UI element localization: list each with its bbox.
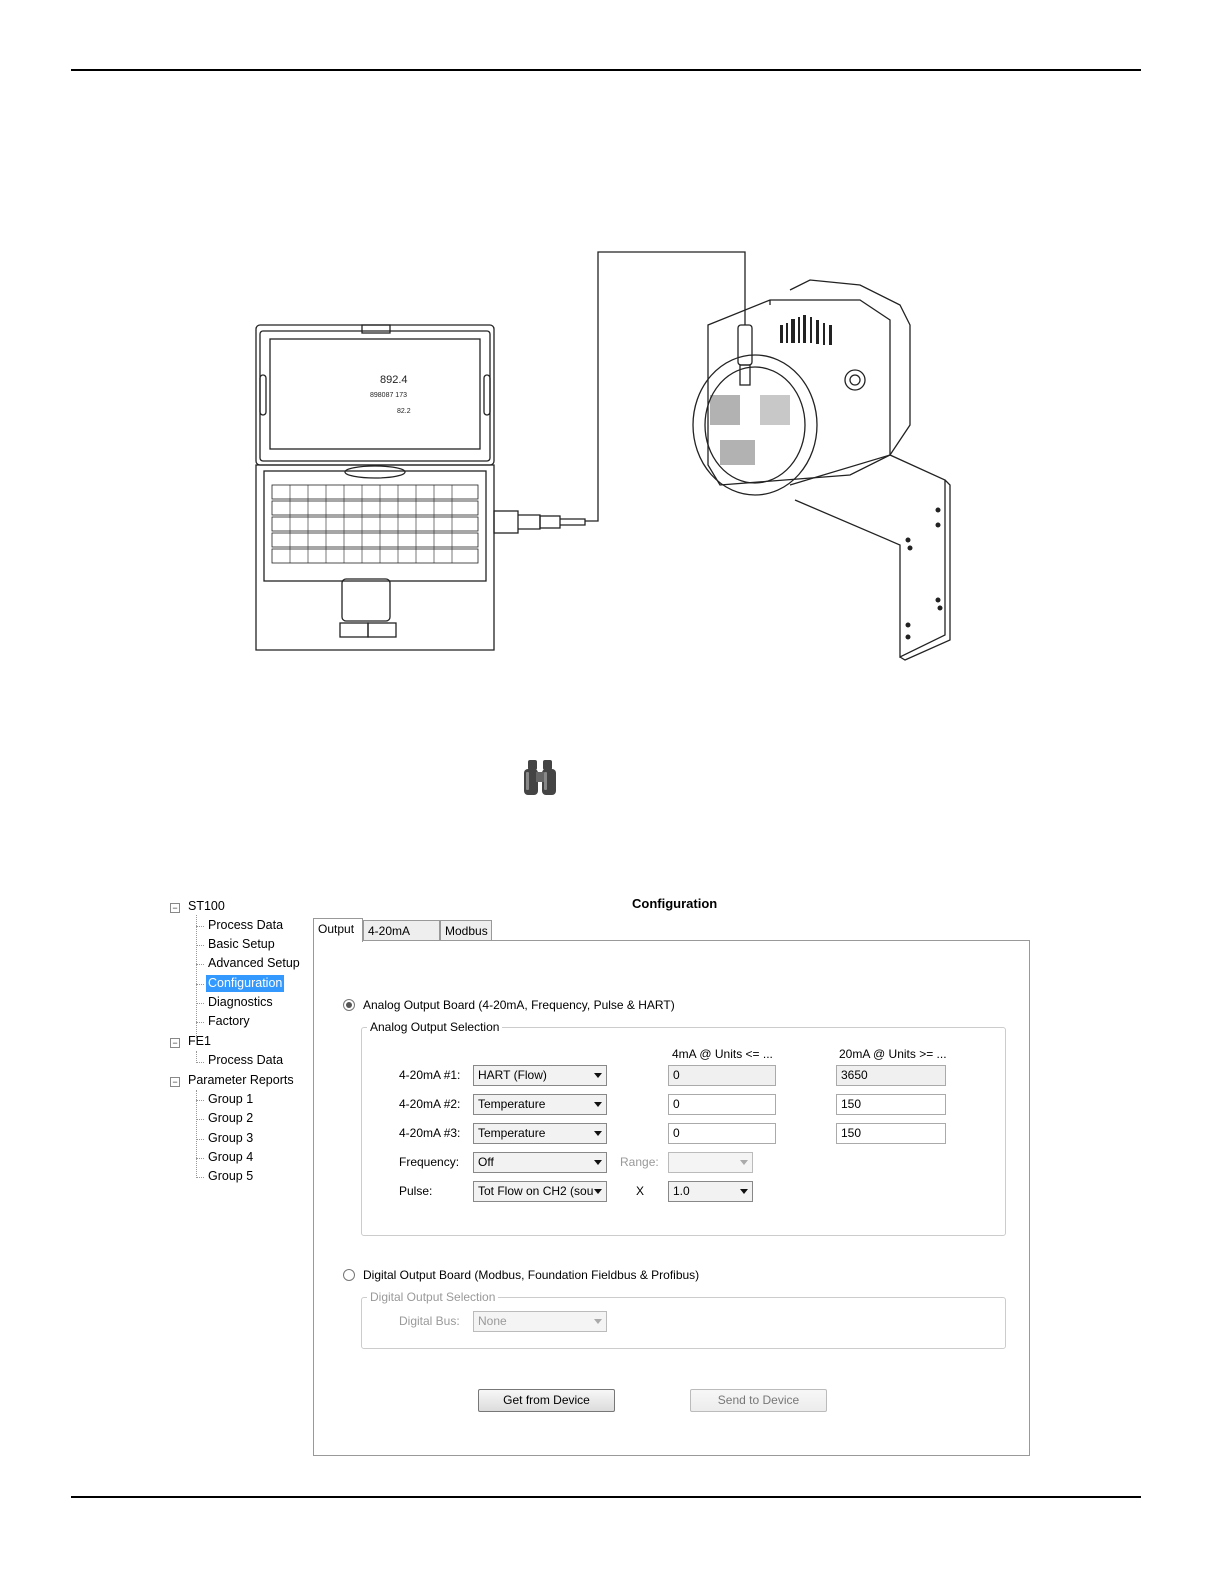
collapse-fe1-icon[interactable]: − bbox=[170, 1038, 180, 1048]
tree-item-diagnostics[interactable]: Diagnostics bbox=[208, 995, 273, 1009]
output-3-low-input[interactable]: 0 bbox=[668, 1123, 776, 1144]
tree-item-group-4[interactable]: Group 4 bbox=[208, 1150, 254, 1164]
output-1-select[interactable] bbox=[473, 1065, 607, 1086]
tree-item-process-data[interactable]: Process Data bbox=[208, 918, 284, 932]
tab-modbus[interactable]: Modbus bbox=[440, 920, 492, 940]
output-1-label: 4-20mA #1: bbox=[399, 1068, 461, 1082]
bottom-rule bbox=[71, 1496, 1141, 1498]
chevron-down-icon bbox=[594, 1073, 602, 1078]
tree-item-group-2[interactable]: Group 2 bbox=[208, 1111, 254, 1125]
frequency-select-value: Off bbox=[478, 1155, 494, 1169]
output-2-select[interactable] bbox=[473, 1094, 607, 1115]
chevron-down-icon bbox=[594, 1189, 602, 1194]
get-from-device-button[interactable]: Get from Device bbox=[478, 1389, 615, 1412]
collapse-st100-icon[interactable]: − bbox=[170, 903, 180, 913]
tree-item-advanced-setup[interactable]: Advanced Setup bbox=[208, 956, 300, 970]
output-1-high-input[interactable]: 3650 bbox=[836, 1065, 946, 1086]
analog-output-radio[interactable] bbox=[343, 999, 355, 1011]
digital-bus-label: Digital Bus: bbox=[399, 1314, 460, 1328]
output-3-select[interactable] bbox=[473, 1123, 607, 1144]
screen-value-3: 82.2 bbox=[397, 408, 411, 415]
tree-item-factory[interactable]: Factory bbox=[208, 1014, 250, 1028]
range-select[interactable] bbox=[668, 1152, 753, 1173]
analog-output-label: Analog Output Board (4-20mA, Frequency, Pulse & HART) bbox=[363, 998, 675, 1012]
top-rule bbox=[71, 69, 1141, 71]
tab-output[interactable]: Output bbox=[313, 918, 363, 942]
tree-root-st100[interactable]: ST100 bbox=[188, 899, 225, 913]
output-2-select-value: Temperature bbox=[478, 1097, 546, 1111]
screen-value-2: 898087 173 bbox=[370, 392, 407, 399]
tab-4-20ma-user[interactable]: 4-20mA bbox=[363, 920, 440, 940]
digital-bus-select[interactable] bbox=[473, 1311, 607, 1332]
output-1-select-value: HART (Flow) bbox=[478, 1068, 547, 1082]
output-2-high-input[interactable]: 150 bbox=[836, 1094, 946, 1115]
navigation-tree bbox=[168, 896, 308, 1196]
range-label: Range: bbox=[620, 1155, 659, 1169]
digital-output-selection-title: Digital Output Selection bbox=[367, 1290, 498, 1304]
analog-output-selection-title: Analog Output Selection bbox=[367, 1020, 502, 1034]
tree-root-parameter-reports[interactable]: Parameter Reports bbox=[188, 1073, 294, 1087]
chevron-down-icon bbox=[740, 1189, 748, 1194]
pulse-multiplier-select[interactable] bbox=[668, 1181, 753, 1202]
output-2-low-input[interactable]: 0 bbox=[668, 1094, 776, 1115]
tree-item-group-3[interactable]: Group 3 bbox=[208, 1131, 254, 1145]
output-2-label: 4-20mA #2: bbox=[399, 1097, 461, 1111]
digital-output-radio[interactable] bbox=[343, 1269, 355, 1281]
column-4ma-header: 4mA @ Units <= ... bbox=[672, 1047, 773, 1061]
chevron-down-icon bbox=[594, 1102, 602, 1107]
connection-illustration bbox=[250, 245, 960, 665]
pulse-multiplier-value: 1.0 bbox=[673, 1184, 690, 1198]
tree-item-configuration[interactable]: Configuration bbox=[208, 976, 283, 990]
chevron-down-icon bbox=[594, 1131, 602, 1136]
digital-output-label: Digital Output Board (Modbus, Foundation Fieldbus & Profibus) bbox=[363, 1268, 700, 1282]
tree-item-fe1-process-data[interactable]: Process Data bbox=[208, 1053, 284, 1067]
chevron-down-icon bbox=[594, 1160, 602, 1165]
output-1-low-input[interactable]: 0 bbox=[668, 1065, 776, 1086]
pulse-select[interactable] bbox=[473, 1181, 607, 1202]
output-3-select-value: Temperature bbox=[478, 1126, 546, 1140]
chevron-down-icon bbox=[594, 1319, 602, 1324]
tree-item-group-1[interactable]: Group 1 bbox=[208, 1092, 254, 1106]
collapse-parameter-reports-icon[interactable]: − bbox=[170, 1077, 180, 1087]
frequency-label: Frequency: bbox=[399, 1155, 460, 1169]
tree-item-group-5[interactable]: Group 5 bbox=[208, 1169, 254, 1183]
send-to-device-button[interactable]: Send to Device bbox=[690, 1389, 827, 1412]
output-3-label: 4-20mA #3: bbox=[399, 1126, 461, 1140]
screen-value-1: 892.4 bbox=[380, 374, 408, 386]
column-20ma-header: 20mA @ Units >= ... bbox=[839, 1047, 947, 1061]
pulse-label: Pulse: bbox=[399, 1184, 433, 1198]
chevron-down-icon bbox=[740, 1160, 748, 1165]
tree-item-basic-setup[interactable]: Basic Setup bbox=[208, 937, 275, 951]
frequency-select[interactable] bbox=[473, 1152, 607, 1173]
configuration-title: Configuration bbox=[632, 896, 718, 911]
output-3-high-input[interactable]: 150 bbox=[836, 1123, 946, 1144]
digital-bus-select-value: None bbox=[478, 1314, 507, 1328]
pulse-multiply-sign: X bbox=[636, 1184, 645, 1198]
binoculars-icon bbox=[521, 758, 559, 798]
tree-root-fe1[interactable]: FE1 bbox=[188, 1034, 211, 1048]
pulse-select-value: Tot Flow on CH2 (sou bbox=[478, 1184, 594, 1198]
